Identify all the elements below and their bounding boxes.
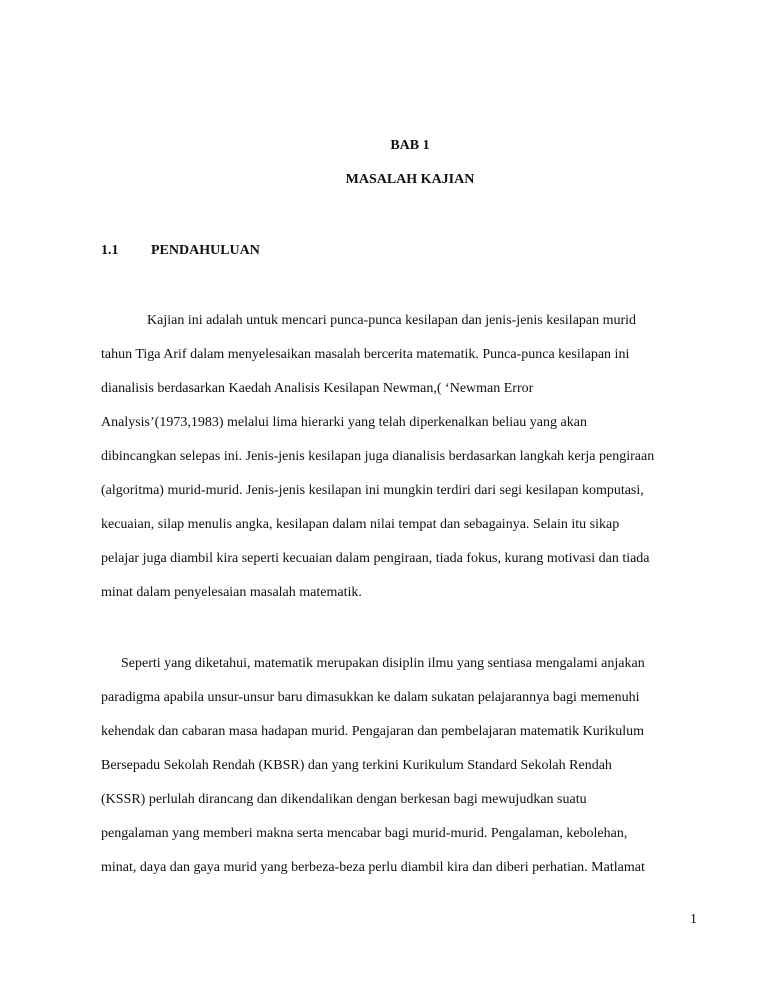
- paragraph-line: Seperti yang diketahui, matematik merupakan disiplin ilmu yang sentiasa mengalami anjakan: [121, 656, 645, 671]
- paragraph-line: dibincangkan selepas ini. Jenis-jenis kesilapan juga dianalisis berdasarkan langkah kerja pengiraan: [101, 449, 655, 464]
- paragraph-line: tahun Tiga Arif dalam menyelesaikan masalah bercerita matematik. Punca-punca kesilapan ini: [101, 347, 630, 362]
- paragraph-line: Analysis’(1973,1983) melalui lima hierarki yang telah diperkenalkan beliau yang akan: [101, 415, 587, 430]
- paragraph-line: Kajian ini adalah untuk mencari punca-punca kesilapan dan jenis-jenis kesilapan murid: [147, 313, 637, 328]
- paragraph-line: dianalisis berdasarkan Kaedah Analisis Kesilapan Newman,( ‘Newman Error: [101, 381, 534, 396]
- paragraph-line: Bersepadu Sekolah Rendah (KBSR) dan yang terkini Kurikulum Standard Sekolah Rendah: [101, 758, 612, 773]
- paragraph-line: (algoritma) murid-murid. Jenis-jenis kesilapan ini mungkin terdiri dari segi kesilapan komputasi,: [101, 483, 644, 498]
- chapter-number: BAB 1: [390, 138, 430, 153]
- section-number: 1.1: [101, 243, 119, 258]
- paragraph-line: minat dalam penyelesaian masalah matematik.: [101, 585, 362, 600]
- paragraph-line: kecuaian, silap menulis angka, kesilapan dalam nilai tempat dan sebagainya. Selain itu sikap: [101, 517, 620, 532]
- page-number: 1: [690, 912, 697, 927]
- section-heading: [101, 243, 260, 259]
- chapter-title: MASALAH KAJIAN: [345, 172, 475, 187]
- paragraph-line: pelajar juga diambil kira seperti kecuaian dalam pengiraan, tiada fokus, kurang motivasi dan tiada: [101, 551, 650, 566]
- paragraph-line: paradigma apabila unsur-unsur baru dimasukkan ke dalam sukatan pelajarannya bagi memenuhi: [101, 690, 640, 705]
- section-title: PENDAHULUAN: [151, 243, 260, 258]
- paragraph-line: kehendak dan cabaran masa hadapan murid. Pengajaran dan pembelajaran matematik Kurikulum: [101, 724, 645, 739]
- paragraph-line: pengalaman yang memberi makna serta mencabar bagi murid-murid. Pengalaman, kebolehan,: [101, 826, 628, 841]
- paragraph-line: minat, daya dan gaya murid yang berbeza-beza perlu diambil kira dan diberi perhatian. Matlamat: [101, 860, 645, 875]
- paragraph-line: (KSSR) perlulah dirancang dan dikendalikan dengan berkesan bagi mewujudkan suatu: [101, 792, 587, 807]
